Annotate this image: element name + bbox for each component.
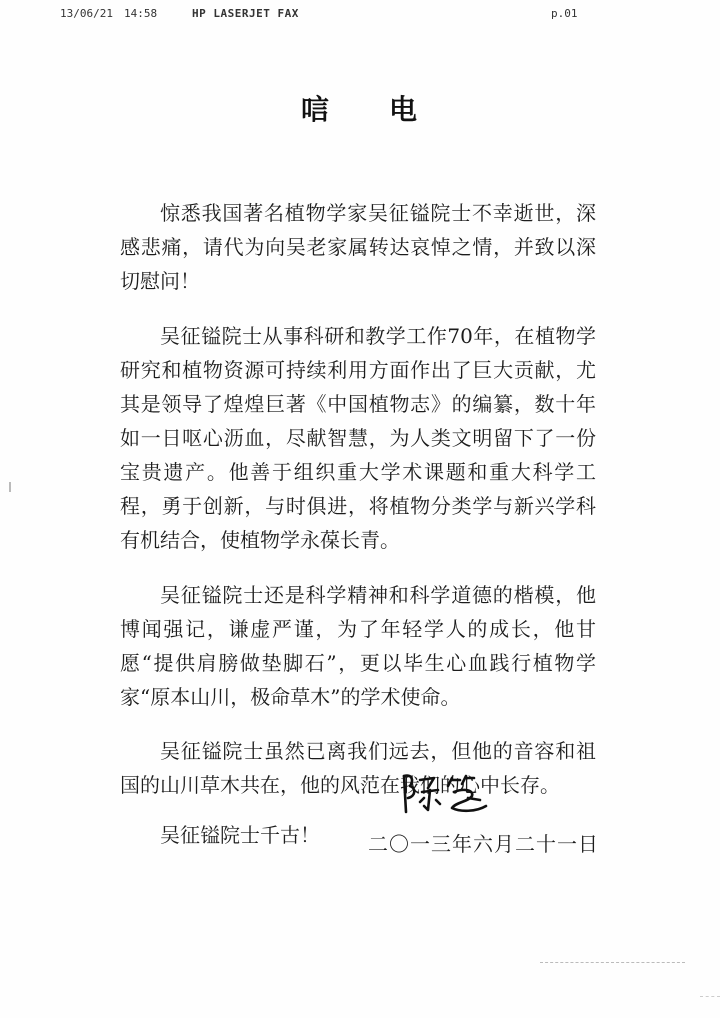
document-title (0, 88, 720, 128)
scan-artifact (9, 482, 11, 492)
scan-edge-line (540, 962, 685, 964)
scan-edge-line (700, 996, 720, 998)
fax-device-name: HP LASERJET FAX (192, 7, 299, 20)
fax-page-number: p.01 (551, 7, 578, 20)
letter-body (120, 196, 596, 852)
paragraph-4: 吴征镒院士虽然已离我们远去，但他的音容和祖国的山川草木共在，他的风范在我们的心中长存。 (120, 739, 596, 797)
handwritten-signature (394, 768, 504, 820)
paragraph-1: 惊悉我国著名植物学家吴征镒院士不幸逝世，深感悲痛，请代为向吴老家属转达哀悼之情，并致以深切慰问！ (120, 201, 596, 293)
title-char-2: 电 (389, 93, 420, 126)
paragraph-3: 吴征镒院士还是科学精神和科学道德的楷模，他博闻强记，谦虚严谨，为了年轻学人的成长，他甘愿“提供肩膀做垫脚石”，更以毕生心血践行植物学家“原本山川，极命草木”的学术使命。 (120, 583, 596, 709)
paragraph-2: 吴征镒院士从事科研和教学工作70年，在植物学研究和植物资源可持续利用方面作出了巨大贡献，尤其是领导了煌煌巨著《中国植物志》的编纂，数十年如一日呕心沥血，尽献智慧，为人类文明留下了一份宝贵遗产。他善于组织重大学术课题和重大科学工程，勇于创新，与时俱进，将植物分类学与新兴学科有机结合，使植物学永葆长青。 (120, 324, 596, 552)
fax-time: 14:58 (124, 7, 158, 20)
fax-date: 13/06/21 (60, 7, 113, 20)
closing-line: 吴征镒院士千古！ (160, 823, 320, 847)
letter-date: 二〇一三年六月二十一日 (368, 832, 599, 856)
title-char-1: 唁 (300, 93, 331, 126)
fax-header (0, 4, 720, 24)
